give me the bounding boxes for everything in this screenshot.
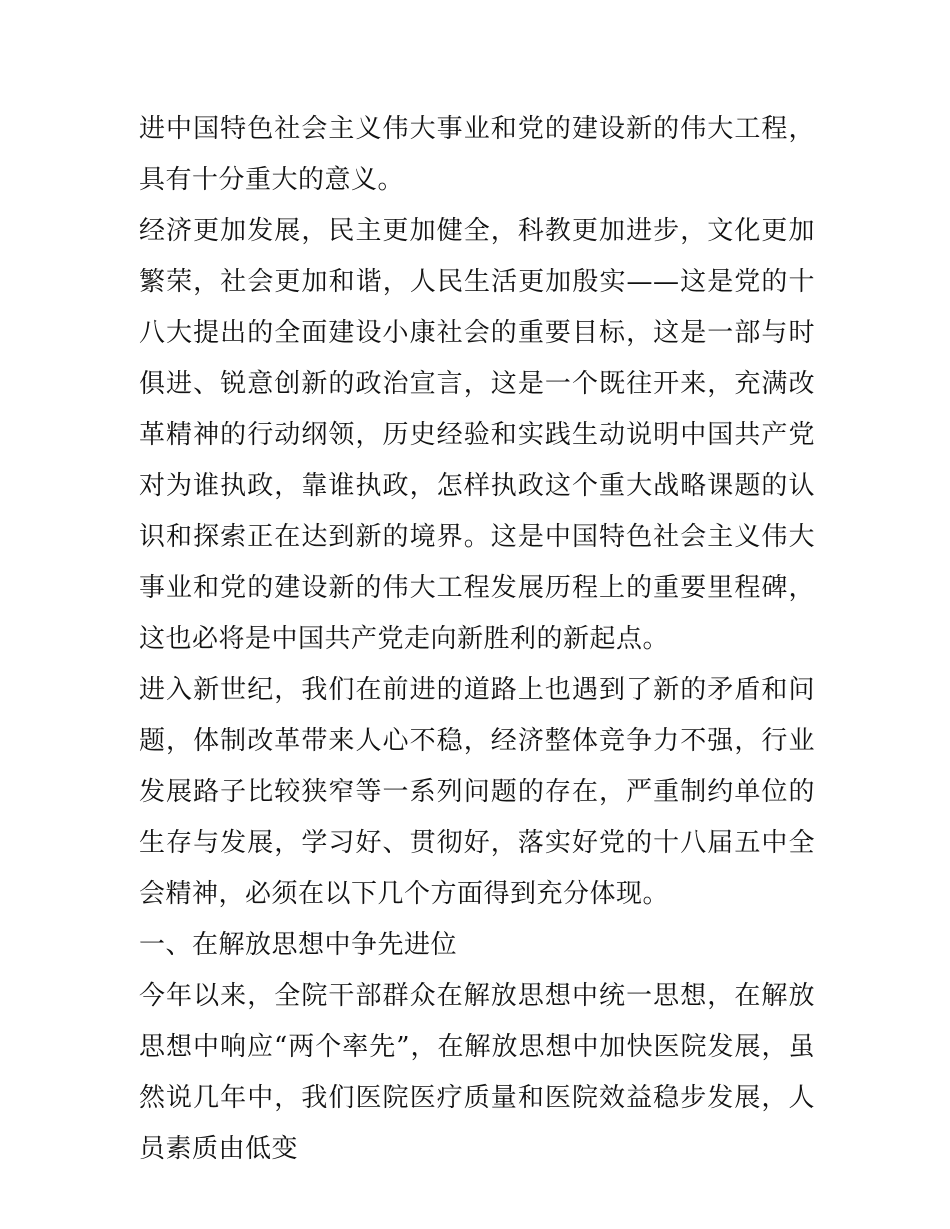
paragraph-intro-continuation: 进中国特色社会主义伟大事业和党的建设新的伟大工程，具有十分重大的意义。 [139,114,815,195]
document-body [139,104,815,1175]
section-heading-emancipate-thinking: 一、在解放思想中争先进位 [139,930,458,960]
paragraph-new-century-problems: 进入新世纪，我们在前进的道路上也遇到了新的矛盾和问题，体制改革带来人心不稳，经济整体竞争力不强，行业发展路子比较狭窄等一系列问题的存在，严重制约单位的生存与发展，学习好、贯彻好，落实好党的十八届五中全会精神，必须在以下几个方面得到充分体现。 [139,675,815,909]
paragraph-hospital-progress: 今年以来，全院干部群众在解放思想中统一思想，在解放思想中响应“两个率先”，在解放思想中加快医院发展，虽然说几年中，我们医院医疗质量和医院效益稳步发展，人员素质由低变 [139,981,815,1164]
paragraph-party-congress-goals: 经济更加发展，民主更加健全，科教更加进步，文化更加繁荣，社会更加和谐，人民生活更加殷实——这是党的十八大提出的全面建设小康社会的重要目标，这是一部与时俱进、锐意创新的政治宣言，这是一个既往开来，充满改革精神的行动纲领，历史经验和实践生动说明中国共产党对为谁执政，靠谁执政，怎样执政这个重大战略课题的认识和探索正在达到新的境界。这是中国特色社会主义伟大事业和党的建设新的伟大工程发展历程上的重要里程碑，这也必将是中国共产党走向新胜利的新起点。 [139,216,815,654]
